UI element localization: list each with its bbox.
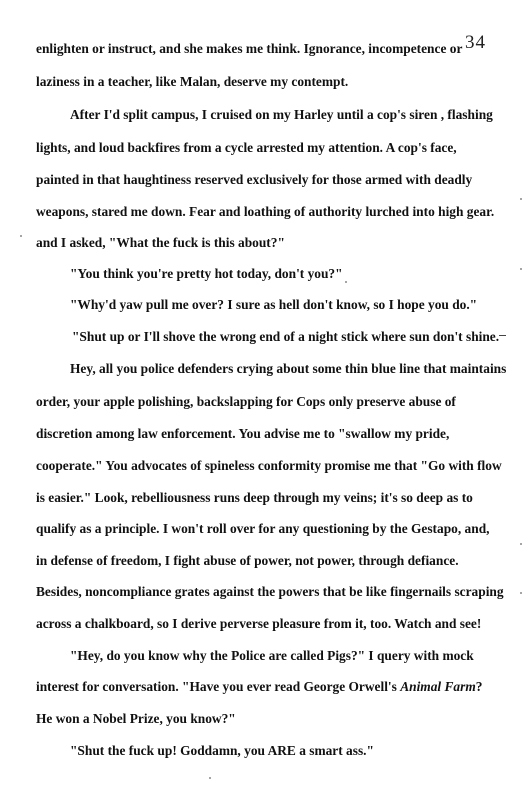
- text-line-5: painted in that haughtiness reserved exclusively for those armed with deadly: [36, 172, 473, 187]
- scan-speck: [345, 281, 347, 283]
- text-line-6: weapons, stared me down. Fear and loathing of authority lurched into high gear.: [36, 204, 495, 219]
- text-line-21-wrap: [36, 679, 482, 695]
- text-line-11: Hey, all you police defenders crying about some thin blue line that maintains: [70, 361, 507, 376]
- text-line-9: "Why'd yaw pull me over? I sure as hell don't know, so I hope you do.": [70, 297, 478, 312]
- text-line-15: is easier." Look, rebelliousness runs deep through my veins; it's so deep as to: [36, 490, 473, 505]
- scan-dash-mark: [499, 335, 506, 336]
- scan-speck: [520, 268, 522, 270]
- scan-speck: [20, 235, 22, 237]
- text-line-4: lights, and loud backfires from a cycle arrested my attention. A cop's face,: [36, 140, 457, 155]
- scan-speck: [520, 198, 522, 200]
- text-line-16: qualify as a principle. I won't roll over for any questioning by the Gestapo, and,: [36, 521, 490, 536]
- text-line-3: After I'd split campus, I cruised on my Harley until a cop's siren , flashing: [70, 107, 493, 122]
- scan-speck: [209, 777, 211, 779]
- text-line-13: discretion among law enforcement. You advise me to "swallow my pride,: [36, 426, 450, 441]
- text-line-21: interest for conversation. "Have you ever read George Orwell's: [36, 679, 401, 694]
- text-line-10: "Shut up or I'll shove the wrong end of a night stick where sun don't shine.: [72, 329, 500, 344]
- text-line-19: across a chalkboard, so I derive perverse pleasure from it, too. Watch and see!: [36, 616, 482, 631]
- scan-speck: [520, 592, 522, 594]
- text-line-23: "Shut the fuck up! Goddamn, you ARE a smart ass.": [70, 743, 374, 758]
- text-line-14: cooperate." You advocates of spineless conformity promise me that "Go with flow: [36, 458, 502, 473]
- text-line-12: order, your apple polishing, backslapping for Cops only preserve abuse of: [36, 394, 456, 409]
- text-line-1: enlighten or instruct, and she makes me think. Ignorance, incompetence or: [36, 41, 463, 56]
- page-number: 34: [465, 32, 486, 53]
- text-line-18: Besides, noncompliance grates against the powers that be like fingernails scraping: [36, 584, 504, 599]
- text-line-22: He won a Nobel Prize, you know?": [36, 711, 236, 726]
- text-line-17: in defense of freedom, I fight abuse of power, not power, through defiance.: [36, 553, 459, 568]
- text-line-20: "Hey, do you know why the Police are called Pigs?" I query with mock: [70, 648, 474, 663]
- text-line-8: "You think you're pretty hot today, don't you?": [70, 266, 343, 281]
- scan-speck: [520, 543, 522, 545]
- book-title-question-mark: ?: [475, 679, 483, 694]
- text-line-7: and I asked, "What the fuck is this about?": [36, 235, 285, 250]
- text-line-2: laziness in a teacher, like Malan, deserve my contempt.: [36, 74, 349, 89]
- book-title: Animal Farm: [400, 679, 476, 694]
